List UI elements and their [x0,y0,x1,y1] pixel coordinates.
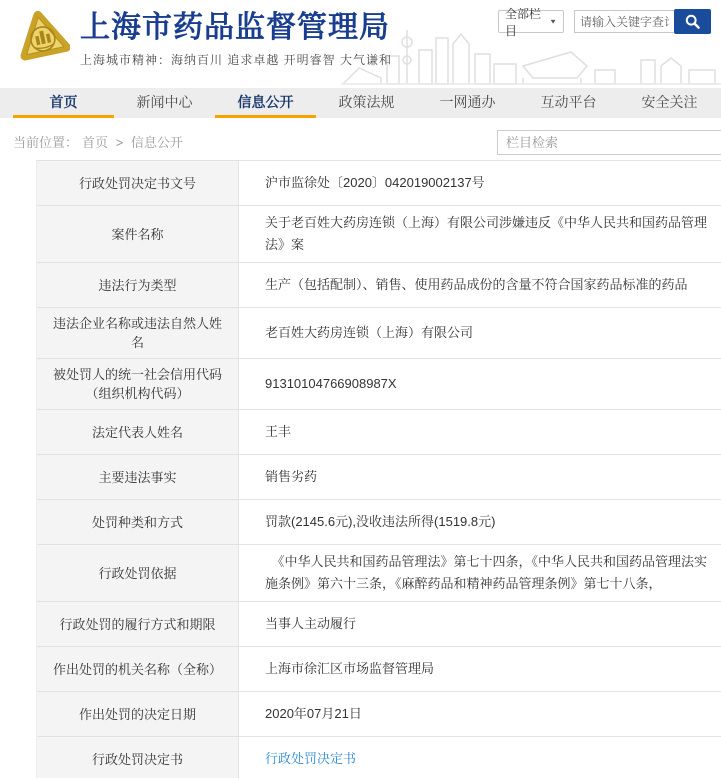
nav-tab-5[interactable]: 互动平台 [540,93,597,110]
row-label: 作出处罚的机关名称（全称） [37,647,239,691]
table-row [37,410,721,455]
table-row [37,602,721,647]
table-row [37,263,721,308]
table-row [37,308,721,359]
search-icon [685,14,700,29]
row-label: 违法行为类型 [37,263,239,307]
breadcrumb-row [0,118,721,160]
breadcrumb-prefix: 当前位置： [13,135,79,150]
nav-tab-0[interactable]: 首页 [13,88,114,118]
column-search-input[interactable] [497,130,721,155]
row-label: 处罚种类和方式 [37,500,239,544]
category-dropdown[interactable] [498,6,564,38]
row-value: 沪市监徐处〔2020〕042019002137号 [265,175,485,190]
row-value: 关于老百姓大药房连锁（上海）有限公司涉嫌违反《中华人民共和国药品管理法》案 [265,215,708,252]
search-button[interactable] [674,9,711,34]
table-row [37,737,721,778]
row-label: 主要违法事实 [37,455,239,499]
row-label: 被处罚人的统一社会信用代码（组织机构代码） [37,359,239,409]
breadcrumb-current-link[interactable]: 信息公开 [130,135,183,150]
row-value: 91310104766908987X [265,376,397,391]
row-label: 行政处罚的履行方式和期限 [37,602,239,646]
row-value: 上海市徐汇区市场监督管理局 [265,661,435,676]
keyword-search-input[interactable] [574,10,674,33]
row-label: 行政处罚依据 [37,545,239,601]
penalty-decision-doc-link[interactable]: 行政处罚决定书 [265,751,357,766]
row-value: 2020年07月21日 [265,706,362,721]
row-label: 法定代表人姓名 [37,410,239,454]
nav-tab-2[interactable]: 信息公开 [215,88,316,118]
site-title: 上海市药品监督管理局 [80,11,390,44]
breadcrumb-separator: > [115,135,124,150]
row-value: 王丰 [265,424,292,439]
row-value: 《中华人民共和国药品管理法》第七十四条，《中华人民共和国药品管理法实施条例》第六十三条，《麻醉药品和精神药品管理条例》第七十八条， [265,554,708,591]
table-row [37,455,721,500]
main-nav [0,88,721,118]
row-label: 违法企业名称或违法自然人姓名 [37,308,239,358]
header-search-zone [498,6,711,38]
row-label: 行政处罚决定书文号 [37,161,239,205]
breadcrumb [13,132,187,151]
breadcrumb-home-link[interactable]: 首页 [82,135,109,150]
table-row [37,692,721,737]
penalty-table [36,160,721,778]
table-row [37,545,721,602]
site-header [0,0,721,88]
nav-tab-1[interactable]: 新闻中心 [136,93,193,110]
row-value: 老百姓大药房连锁（上海）有限公司 [265,325,474,340]
row-value: 罚款(2145.6元),没收违法所得(1519.8元) [265,514,496,529]
row-value: 生产（包括配制）、销售、使用药品成份的含量不符合国家药品标准的药品 [265,277,688,292]
row-label: 行政处罚决定书 [37,737,239,778]
table-row [37,161,721,206]
nav-tab-4[interactable]: 一网通办 [439,93,496,110]
row-label: 作出处罚的决定日期 [37,692,239,736]
row-value [239,737,721,778]
row-label: 案件名称 [37,206,239,262]
agency-logo-icon [14,7,70,63]
nav-tab-6[interactable]: 安全关注 [641,93,698,110]
table-row [37,647,721,692]
nav-tab-3[interactable]: 政策法规 [338,93,395,110]
table-row [37,359,721,410]
chevron-down-icon: ▼ [549,17,557,26]
table-row [37,500,721,545]
site-slogan: 上海城市精神：海纳百川 追求卓越 开明睿智 大气谦和 [80,53,393,67]
row-value: 销售劣药 [265,469,318,484]
category-dropdown-value: 全部栏目 [505,6,542,38]
row-value: 当事人主动履行 [265,616,357,631]
table-row [37,206,721,263]
